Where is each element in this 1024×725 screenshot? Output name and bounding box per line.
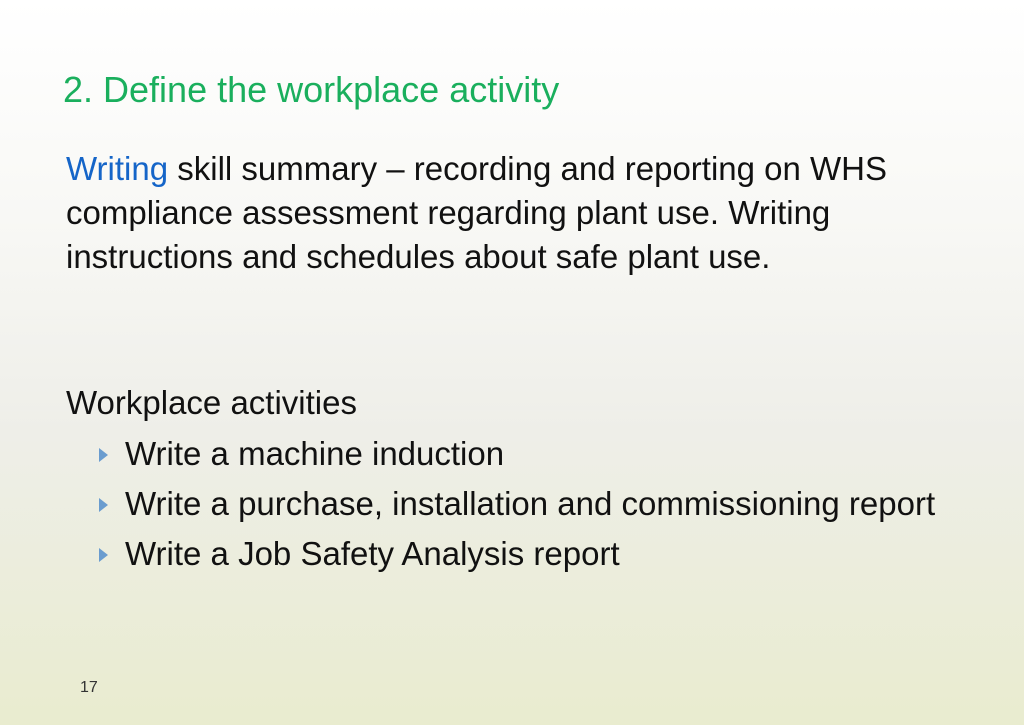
writing-summary-paragraph	[66, 147, 966, 279]
writing-highlight: Writing	[66, 150, 169, 187]
list-item-label: Write a Job Safety Analysis report	[125, 535, 620, 572]
list-item	[95, 532, 985, 576]
workplace-activities-heading: Workplace activities	[66, 384, 357, 421]
slide-title: 2. Define the workplace activity	[63, 69, 560, 110]
list-item	[95, 432, 985, 476]
page-number: 17	[80, 679, 98, 696]
triangle-right-icon	[99, 448, 108, 462]
triangle-right-icon	[99, 548, 108, 562]
list-item-label: Write a machine induction	[125, 435, 505, 472]
writing-summary-text: skill summary – recording and reporting on WHS compliance assessment regarding plant use. Writing instructions and schedules about safe plant use.	[66, 150, 888, 275]
triangle-right-icon	[99, 498, 108, 512]
list-item-label: Write a purchase, installation and commissioning report	[125, 485, 936, 522]
list-item	[95, 482, 985, 526]
activity-list	[95, 432, 985, 582]
